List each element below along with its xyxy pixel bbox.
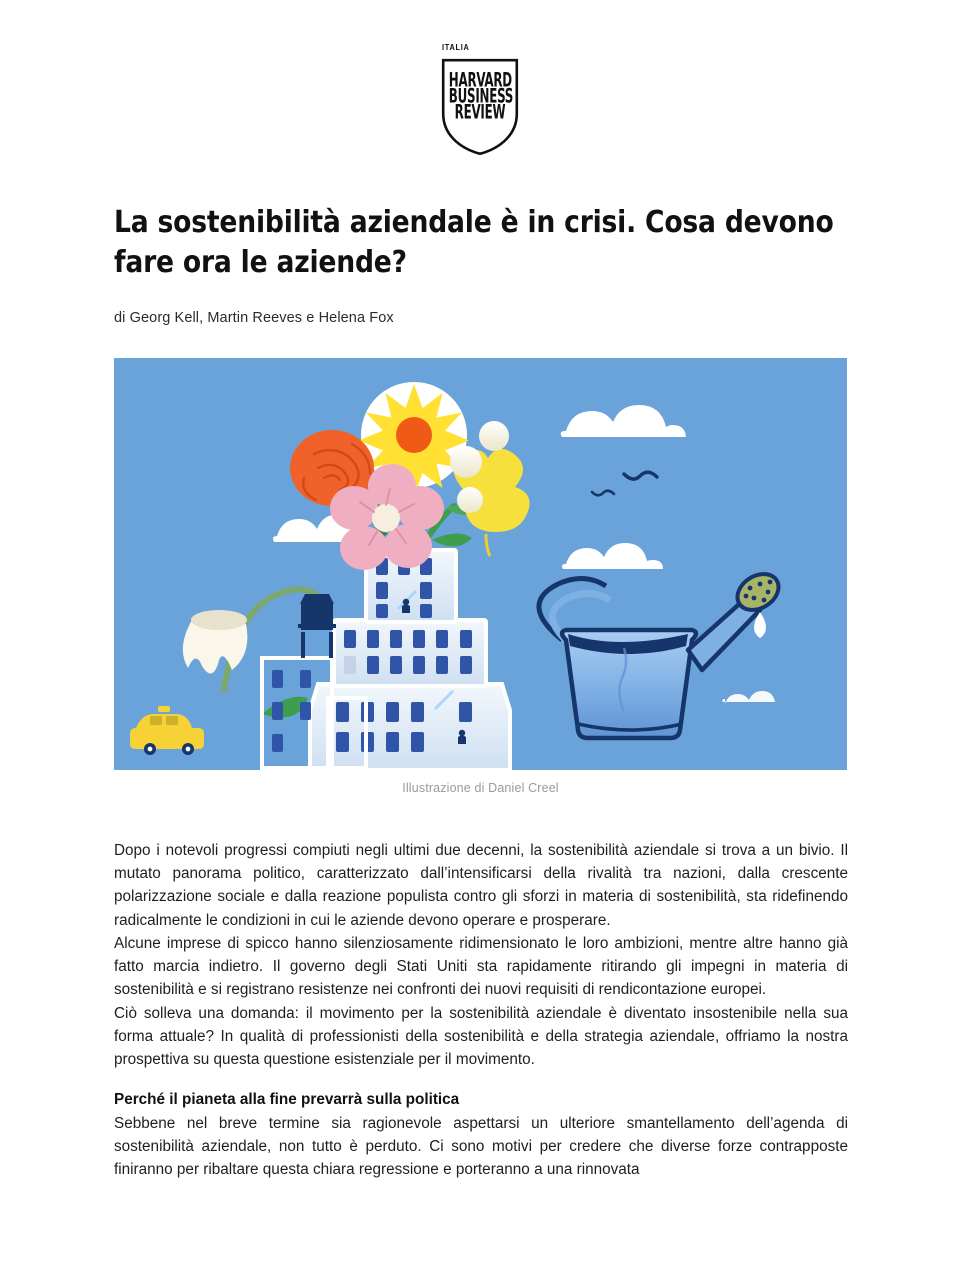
logo-italia-label: ITALIA	[442, 43, 470, 52]
hbr-italia-logo[interactable]	[441, 43, 519, 156]
paragraph: Sebbene nel breve termine sia ragionevole aspettarsi un ulteriore smantellamento dell’agenda di sostenibilità aziendale, non tutto è perduto. Ci sono motivi per credere che diverse forze contrapposte finiranno per ribaltare questa chiara regressione e porteranno a una rinnovata	[114, 1114, 848, 1179]
logo-wordmark	[441, 68, 519, 124]
article	[114, 156, 848, 1181]
illustration-svg	[114, 358, 847, 770]
logo-line-review: REVIEW	[454, 100, 506, 124]
paragraph: Ciò solleva una domanda: il movimento per la sostenibilità aziendale è diventato insostenibile nella sua forma attuale? In qualità di professionisti della sostenibilità e della strategia aziendale, offriamo la nostra prospettiva su questa questione esistenziale per il movimento.	[114, 1004, 848, 1069]
masthead	[0, 0, 960, 156]
byline: di Georg Kell, Martin Reeves e Helena Fox	[114, 309, 394, 326]
hero-figure	[114, 358, 847, 795]
page-title: La sostenibilità aziendale è in crisi. Cosa devono fare ora le aziende?	[114, 205, 834, 280]
logo-line-business: BUSINESS	[448, 84, 514, 108]
logo-line-harvard: HARVARD	[448, 68, 512, 92]
paragraph: Alcune imprese di spicco hanno silenziosamente ridimensionato le loro ambizioni, mentre altre hanno già fatto marcia indietro. Il governo degli Stati Uniti sta rapidamente ritirando gli impegni in materia di sostenibilità e si registrano resistenze nei confronti dei nuovi requisiti di rendicontazione europei.	[114, 934, 848, 999]
hero-illustration	[114, 358, 847, 770]
sun-center	[396, 417, 432, 453]
paragraph: Dopo i notevoli progressi compiuti negli ultimi due decenni, la sostenibilità aziendale si trova a un bivio. Il mutato panorama politico, caratterizzato dall’intensificarsi della rivalità tra nazioni, dalla crescente polarizzazione sociale e dalla reazione populista contro gli sforzi in materia di sostenibilità, sta ridefinendo radicalmente le condizioni in cui le aziende devono operare e prosperare.	[114, 841, 848, 929]
section-subheading: Perché il pianeta alla fine prevarrà sulla politica	[114, 1091, 460, 1109]
article-body	[114, 839, 848, 1182]
hero-caption: Illustrazione di Daniel Creel	[402, 780, 559, 795]
